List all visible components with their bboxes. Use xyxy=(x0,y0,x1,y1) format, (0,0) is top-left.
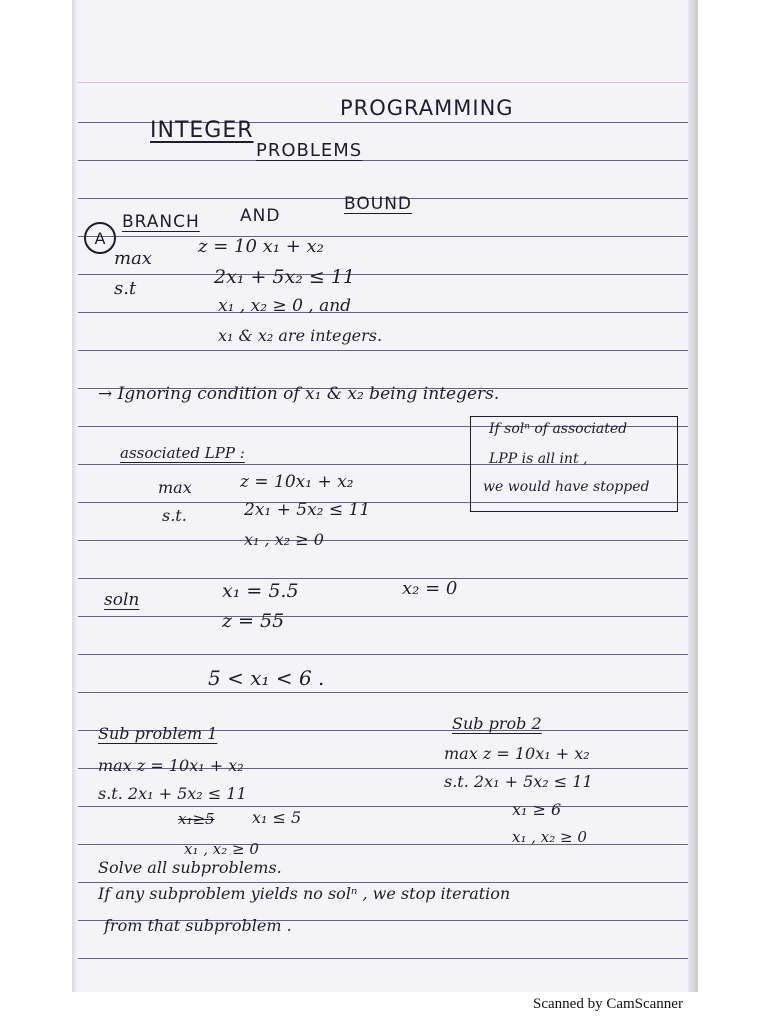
sub2-objective: max z = 10x₁ + x₂ xyxy=(444,744,590,763)
lpp-objective: z = 10x₁ + x₂ xyxy=(240,472,354,492)
closing-line-2: If any subproblem yields no solⁿ , we stop iteration xyxy=(98,884,511,903)
closing-line-3: from that subproblem . xyxy=(104,916,292,935)
step-text: → Ignoring condition of x₁ & x₂ being integers. xyxy=(98,384,500,404)
problem-lead-max: max xyxy=(114,248,152,269)
section-word-bound: BOUND xyxy=(344,194,412,214)
lpp-nonneg: x₁ , x₂ ≥ 0 xyxy=(244,530,324,549)
problem-constraint: 2x₁ + 5x₂ ≤ 11 xyxy=(214,266,356,288)
section-word-branch: BRANCH xyxy=(122,212,200,232)
solution-x1: x₁ = 5.5 xyxy=(222,580,299,602)
sub2-branch: x₁ ≥ 6 xyxy=(512,800,562,819)
sub1-nonneg: x₁ , x₂ ≥ 0 xyxy=(184,840,259,858)
sub1-branch: x₁ ≤ 5 xyxy=(252,808,302,827)
note-box xyxy=(470,416,678,512)
sub2-nonneg: x₁ , x₂ ≥ 0 xyxy=(512,828,587,846)
sub1-objective: max z = 10x₁ + x₂ xyxy=(98,756,244,775)
solution-x2: x₂ = 0 xyxy=(402,578,458,599)
solution-range: 5 < x₁ < 6 . xyxy=(208,666,325,690)
section-word-and: AND xyxy=(240,206,281,226)
problem-lead-st: s.t xyxy=(114,278,137,299)
heading-integer: INTEGER xyxy=(150,118,254,143)
sub2-constraint: s.t. 2x₁ + 5x₂ ≤ 11 xyxy=(444,772,593,791)
problem-integer: x₁ & x₂ are integers. xyxy=(218,326,383,345)
problem-objective: z = 10 x₁ + x₂ xyxy=(198,236,324,257)
heading-problems: PROBLEMS xyxy=(256,140,363,161)
lpp-lead-st: s.t. xyxy=(162,506,187,525)
heading-programming: PROGRAMMING xyxy=(340,96,514,120)
section-marker: A xyxy=(84,222,116,254)
solution-z: z = 55 xyxy=(222,610,285,632)
scanner-watermark: Scanned by CamScanner xyxy=(533,996,683,1012)
lpp-lead-max: max xyxy=(158,478,192,497)
page-left-edge xyxy=(72,0,78,992)
sub1-struck: x₁≥5 xyxy=(178,810,215,828)
note-line-3: we would have stopped xyxy=(483,479,650,495)
page-right-edge xyxy=(688,0,698,992)
note-line-2: LPP is all int , xyxy=(489,451,588,467)
closing-line-1: Solve all subproblems. xyxy=(98,858,282,877)
solution-label: soln xyxy=(104,590,140,610)
lpp-label: associated LPP : xyxy=(120,444,245,462)
sub1-constraint: s.t. 2x₁ + 5x₂ ≤ 11 xyxy=(98,784,247,803)
sub2-title: Sub prob 2 xyxy=(452,714,542,733)
problem-nonneg: x₁ , x₂ ≥ 0 , and xyxy=(218,296,352,316)
lpp-constraint: 2x₁ + 5x₂ ≤ 11 xyxy=(244,500,371,520)
sub1-title: Sub problem 1 xyxy=(98,724,218,743)
note-line-1: If solⁿ of associated xyxy=(489,421,628,437)
